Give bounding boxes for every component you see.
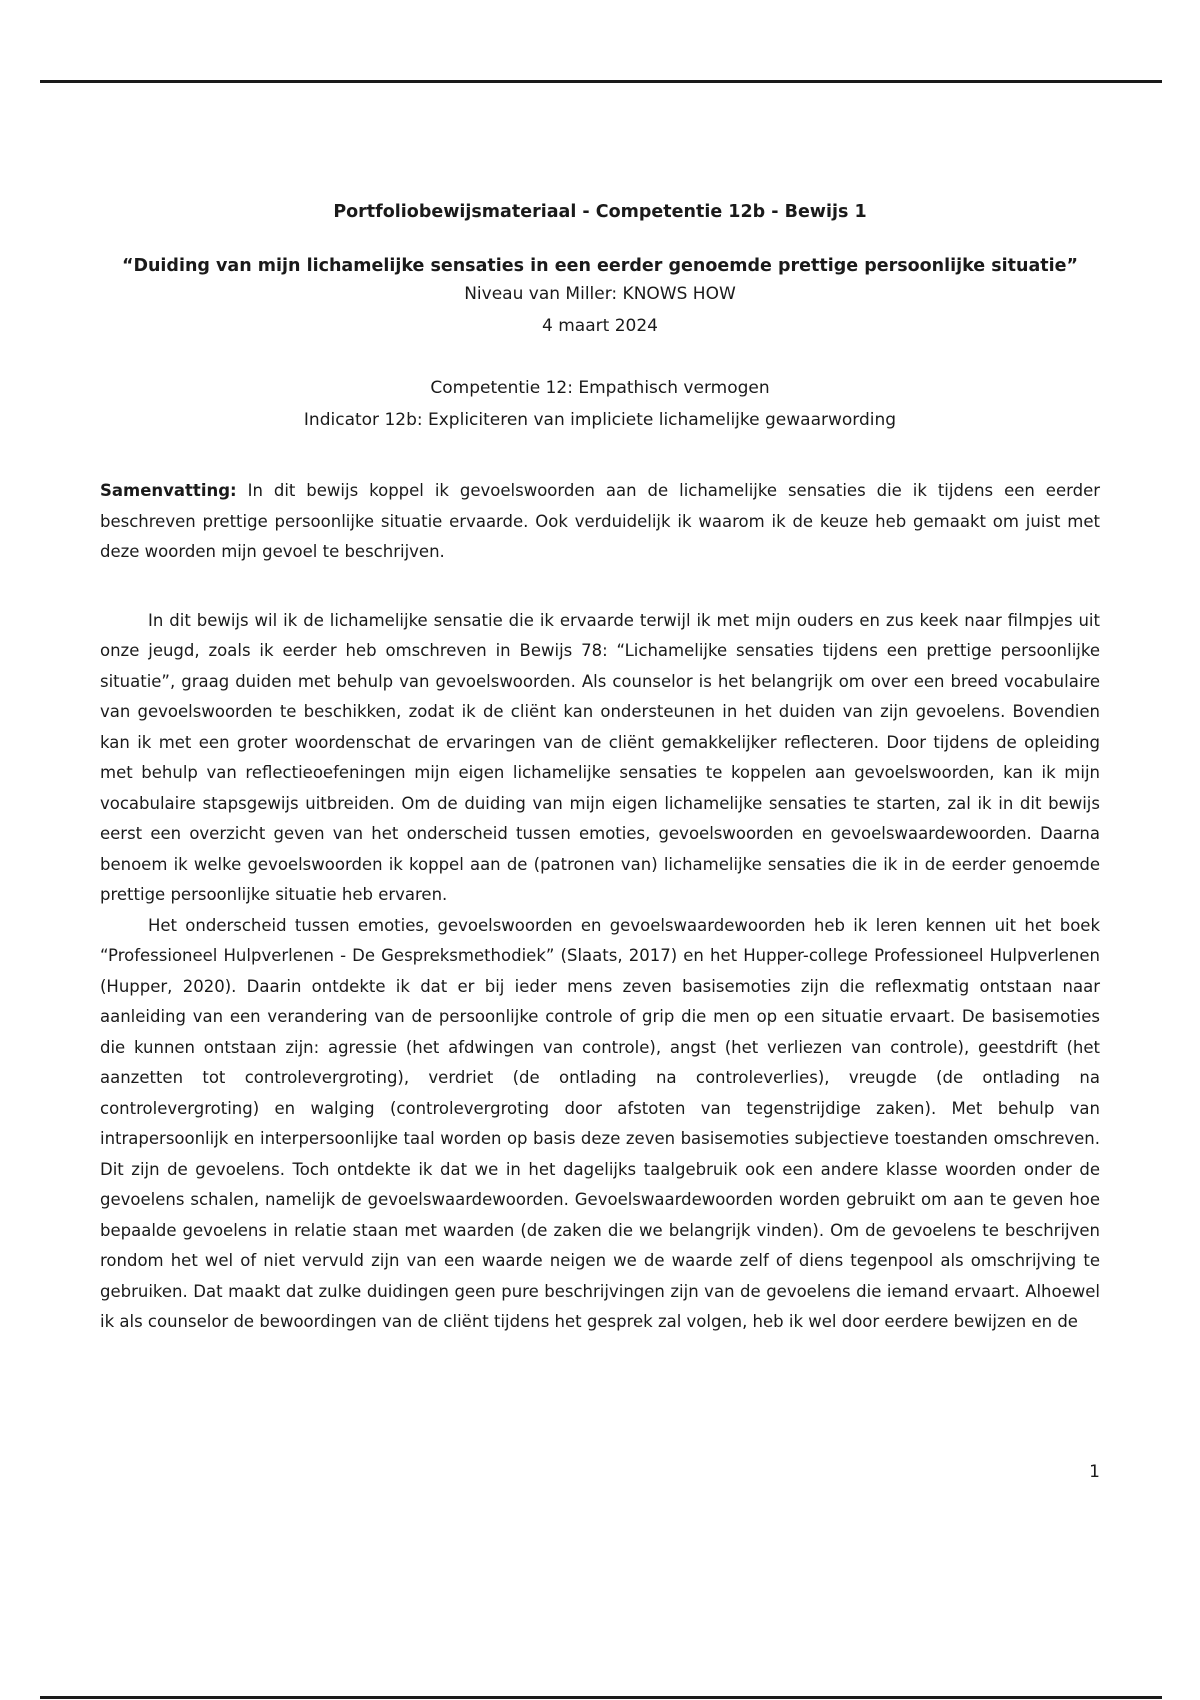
- page-number: 1: [1089, 1462, 1100, 1482]
- document-subtitle: “Duiding van mijn lichamelijke sensaties in een eerder genoemde prettige persoonlijke situatie”: [121, 256, 1079, 276]
- summary-text: In dit bewijs koppel ik gevoelswoorden aan de lichamelijke sensaties die ik tijdens een eerder beschreven prettige persoonlijke situatie ervaarde. Ook verduidelijk ik waarom ik de keuze heb gemaakt om juist met deze woorden mijn gevoel te beschrijven.: [100, 481, 1100, 561]
- document-title: Portfoliobewijsmateriaal - Competentie 12b - Bewijs 1: [333, 202, 867, 222]
- competence: Competentie 12: Empathisch vermogen: [430, 378, 770, 398]
- top-rule: [40, 80, 1162, 83]
- paragraph-1: In dit bewijs wil ik de lichamelijke sensatie die ik ervaarde terwijl ik met mijn ouders en zus keek naar filmpjes uit onze jeugd, zoals ik eerder heb omschreven in Bewijs 78: “Lichamelijke sensaties tijdens een prettige persoonlijke situatie”, graag duiden met behulp van gevoelswoorden. Als counselor is het belangrijk om over een breed vocabulaire van gevoelswoorden te beschikken, zodat ik de cliënt kan ondersteunen in het duiden van zijn gevoelens. Bovendien kan ik met een groter woordenschat de ervaringen van de cliënt gemakkelijker reflecteren. Door tijdens de opleiding met behulp van reflectieoefeningen mijn eigen lichamelijke sensaties te koppelen aan gevoelswoorden, kan ik mijn vocabulaire stapsgewijs uitbreiden. Om de duiding van mijn eigen lichamelijke sensaties te starten, zal ik in dit bewijs eerst een overzicht geven van het onderscheid tussen emoties, gevoelswoorden en gevoelswaardewoorden. Daarna benoem ik welke gevoelswoorden ik koppel aan de (patronen van) lichamelijke sensaties die ik in de eerder genoemde prettige persoonlijke situatie heb ervaren.: [100, 610, 1100, 904]
- bottom-rule: [40, 1696, 1162, 1699]
- document-header: [100, 200, 1100, 436]
- document-page: [100, 200, 1100, 1338]
- summary: [100, 476, 1100, 568]
- summary-label: Samenvatting:: [100, 481, 237, 500]
- miller-level: Niveau van Miller: KNOWS HOW: [464, 284, 736, 304]
- indicator: Indicator 12b: Expliciteren van impliciete lichamelijke gewaarwording: [303, 410, 897, 430]
- competence-block: [100, 372, 1100, 436]
- paragraph-2: Het onderscheid tussen emoties, gevoelswoorden en gevoelswaardewoorden heb ik leren kennen uit het boek “Professioneel Hulpverlenen - De Gespreksmethodiek” (Slaats, 2017) en het Hupper-college Professioneel Hulpverlenen (Hupper, 2020). Daarin ontdekte ik dat er bij ieder mens zeven basisemoties zijn die reflexmatig ontstaan naar aanleiding van een verandering van de persoonlijke controle of grip die men op een situatie ervaart. De basisemoties die kunnen ontstaan zijn: agressie (het afdwingen van controle), angst (het verliezen van controle), geestdrift (het aanzetten tot controlevergroting), verdriet (de ontlading na controleverlies), vreugde (de ontlading na controlevergroting) en walging (controlevergroting door afstoten van tegenstrijdige zaken). Met behulp van intrapersoonlijk en interpersoonlijke taal worden op basis deze zeven basisemoties subjectieve toestanden omschreven. Dit zijn de gevoelens. Toch ontdekte ik dat we in het dagelijks taalgebruik ook een andere klasse woorden onder de gevoelens schalen, namelijk de gevoelswaardewoorden. Gevoelswaardewoorden worden gebruikt om aan te geven hoe bepaalde gevoelens in relatie staan met waarden (de zaken die we belangrijk vinden). Om de gevoelens te beschrijven rondom het wel of niet vervuld zijn van een waarde neigen we de waarde zelf of diens tegenpool als omschrijving te gebruiken. Dat maakt dat zulke duidingen geen pure beschrijvingen zijn van de gevoelens die iemand ervaart. Alhoewel ik als counselor de bewoordingen van de cliënt tijdens het gesprek zal volgen, heb ik wel door eerdere bewijzen en de: [100, 915, 1100, 1331]
- document-date: 4 maart 2024: [542, 316, 658, 336]
